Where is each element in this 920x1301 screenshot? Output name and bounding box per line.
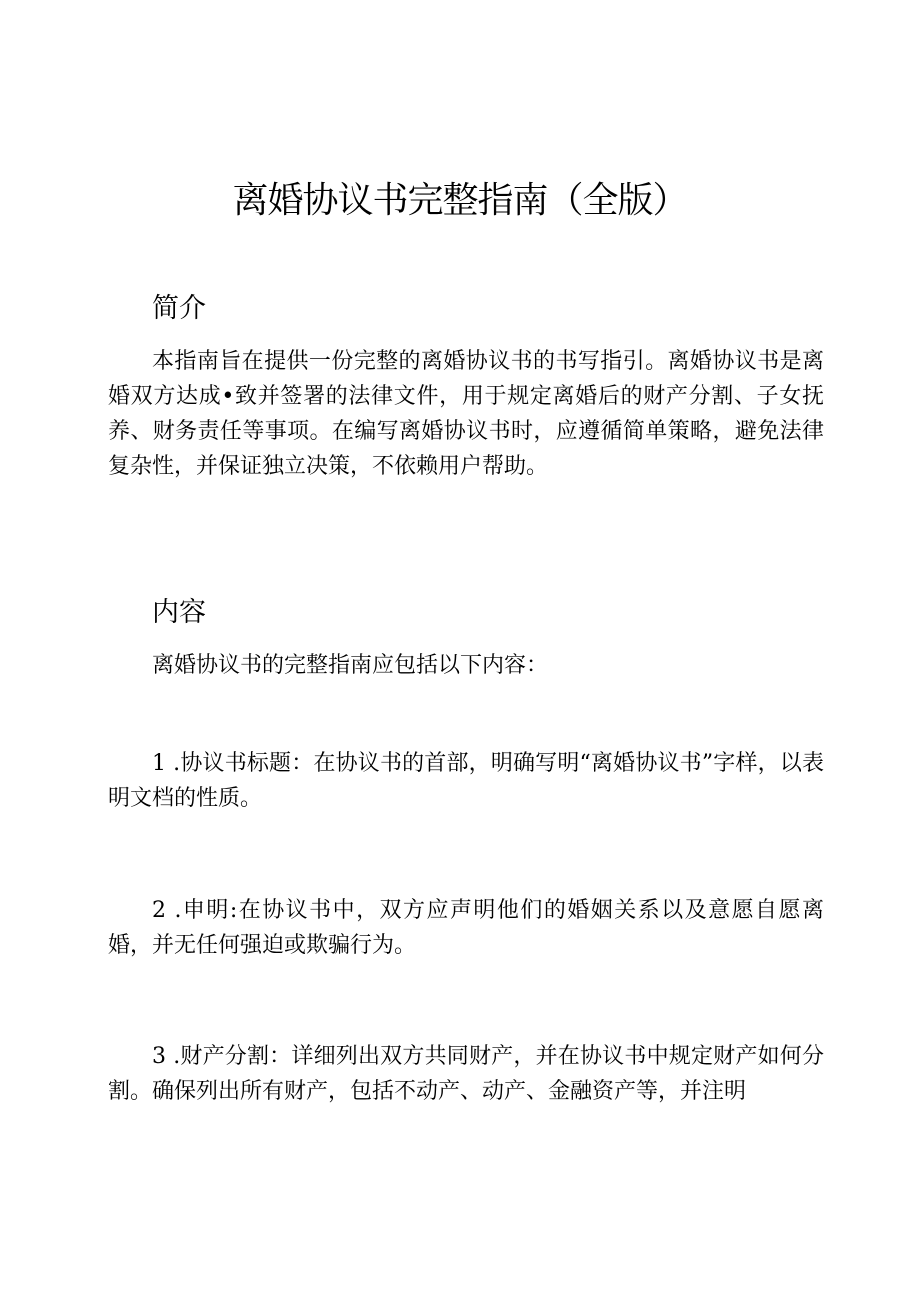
list-item-1: 1 .协议书标题：在协议书的首部，明确写明“离婚协议书”字样，以表明文档的性质。: [108, 751, 824, 811]
section-heading-content: 内容: [152, 597, 206, 628]
list-item-3: 3 .财产分割：详细列出双方共同财产，并在协议书中规定财产如何分割。确保列出所有财产，包括不动产、动产、金融资产等，并注明: [108, 1044, 824, 1104]
content-intro-paragraph: 离婚协议书的完整指南应包括以下内容：: [152, 653, 549, 678]
list-item-2: 2 .申明:在协议书中，双方应声明他们的婚姻关系以及意愿自愿离婚，并无任何强迫或欺骗行为。: [108, 898, 824, 958]
intro-paragraph: 本指南旨在提供一份完整的离婚协议书的书写指引。离婚协议书是离婚双方达成•致并签署的法律文件，用于规定离婚后的财产分割、子女抚养、财务责任等事项。在编写离婚协议书时，应遵循简单策略，避免法律复杂性，并保证独立决策，不依赖用户帮助。: [108, 349, 824, 479]
document-title: 离婚协议书完整指南（全版）: [232, 180, 688, 221]
section-heading-intro: 简介: [152, 293, 206, 324]
